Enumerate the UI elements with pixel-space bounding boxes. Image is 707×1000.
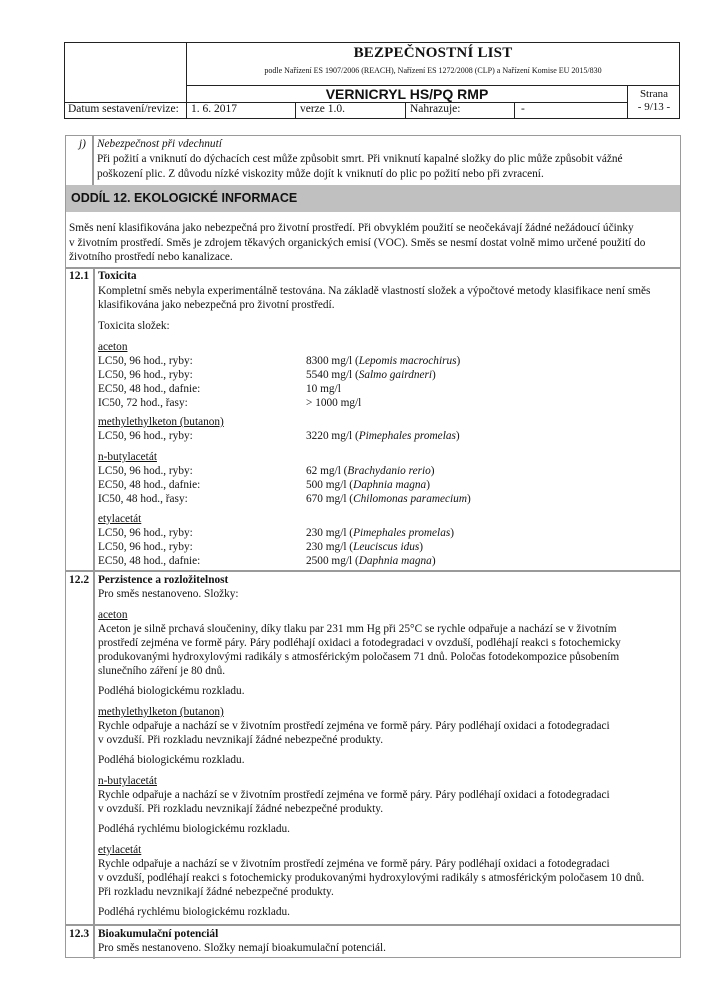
toxicity-text-line: klasifikována jako nebezpečná pro životní prostředí.	[98, 299, 335, 311]
regulation-subtitle: podle Nařízení ES 1907/2006 (REACH), Nařízení ES 1272/2008 (CLP) a Nařízení Komise EU 2015/830	[264, 66, 602, 75]
item-letter: j)	[79, 138, 86, 150]
tox-value: 62 mg/l (Brachydanio rerio)	[306, 465, 435, 477]
page-label: Strana	[639, 88, 669, 100]
tox-value: 10 mg/l	[306, 383, 341, 395]
component-name: etylacetát	[98, 844, 142, 856]
tox-value: 500 mg/l (Daphnia magna)	[306, 479, 430, 491]
hazard-text-line: poškození plic. Z důvodu nízké viskozity může dojít k vniknutí do plic po požití nebo při zvracení.	[97, 168, 544, 180]
persistence-text-line: v ovzduší, podléhají reakci s fotochemicky produkovanými hydroxylovými radikály s atmosférickým poločasem 10 dnů.	[98, 872, 645, 884]
component-name: aceton	[98, 341, 128, 353]
section-header: ODDÍL 12. EKOLOGICKÉ INFORMACE	[66, 185, 680, 212]
tox-value: 3220 mg/l (Pimephales promelas)	[306, 430, 460, 442]
hazard-title: Nebezpečnost při vdechnutí	[97, 138, 222, 150]
tox-label: EC50, 48 hod., dafnie:	[98, 479, 201, 491]
tox-value: > 1000 mg/l	[306, 397, 362, 409]
section-intro-line: v životním prostředí. Směs je zdrojem těkavých organických emisí (VOC). Směs se nesmí dostat volně mimo určené použití do	[69, 237, 646, 249]
toxicity-components-label: Toxicita složek:	[98, 320, 170, 332]
tox-value: 8300 mg/l (Lepomis macrochirus)	[306, 355, 461, 367]
tox-label: LC50, 96 hod., ryby:	[98, 541, 193, 553]
subsection-number: 12.2	[69, 574, 90, 586]
biodegradation-text: Podléhá rychlému biologickému rozkladu.	[98, 906, 290, 918]
tox-label: LC50, 96 hod., ryby:	[98, 369, 193, 381]
tox-label: LC50, 96 hod., ryby:	[98, 527, 193, 539]
tox-value: 230 mg/l (Pimephales promelas)	[306, 527, 455, 539]
subsection-number: 12.1	[69, 270, 90, 282]
replaces-value: -	[521, 103, 525, 115]
tox-label: EC50, 48 hod., dafnie:	[98, 383, 201, 395]
tox-value: 5540 mg/l (Salmo gairdneri)	[306, 369, 436, 381]
tox-value: 230 mg/l (Leuciscus idus)	[306, 541, 424, 553]
tox-value: 2500 mg/l (Daphnia magna)	[306, 555, 436, 567]
component-name: n-butylacetát	[98, 451, 157, 463]
persistence-text-line: produkovanými hydroxylovými radikály s atmosférickým poločasem 71 dnů. Poločas fotodekompozice působením	[98, 651, 620, 663]
tox-label: IC50, 48 hod., řasy:	[98, 493, 188, 505]
page-indicator	[628, 88, 680, 114]
component-name: methylethylketon (butanon)	[98, 416, 224, 428]
persistence-text-line: Rychle odpařuje a nachází se v životním prostředí zejména ve formě páry. Páry podléhají oxidaci a fotodegradaci	[98, 720, 610, 732]
document-title: BEZPEČNOSTNÍ LIST	[353, 45, 513, 61]
component-name: aceton	[98, 609, 128, 621]
component-name: methylethylketon (butanon)	[98, 706, 224, 718]
component-name: n-butylacetát	[98, 775, 157, 787]
replaces-label: Nahrazuje:	[410, 103, 461, 115]
date-label: Datum sestavení/revize:	[68, 103, 179, 115]
subsection-title: Toxicita	[98, 270, 137, 282]
persistence-text-line: Rychle odpařuje a nachází se v životním prostředí zejména ve formě páry. Páry podléhají oxidaci a fotodegradaci	[98, 789, 610, 801]
subsection-title: Bioakumulační potenciál	[98, 928, 219, 940]
bioaccumulation-text: Pro směs nestanoveno. Složky nemají bioakumulační potenciál.	[98, 942, 387, 954]
document-header	[64, 42, 680, 119]
document-body	[65, 135, 681, 958]
tox-label: EC50, 48 hod., dafnie:	[98, 555, 201, 567]
persistence-text-line: slunečního záření je 80 dnů.	[98, 665, 226, 677]
persistence-intro: Pro směs nestanoveno. Složky:	[98, 588, 239, 600]
biodegradation-text: Podléhá biologickému rozkladu.	[98, 754, 245, 766]
section-intro-line: Směs není klasifikována jako nebezpečná pro životní prostředí. Při obvyklém použití se neočekávají žádné nežádoucí účinky	[69, 222, 634, 234]
persistence-text-line: Rychle odpařuje a nachází se v životním prostředí zejména ve formě páry. Páry podléhají oxidaci a fotodegradaci	[98, 858, 610, 870]
biodegradation-text: Podléhá rychlému biologickému rozkladu.	[98, 823, 290, 835]
section-intro-line: životního prostředí nebo kanalizace.	[69, 251, 233, 263]
tox-value: 670 mg/l (Chilomonas paramecium)	[306, 493, 471, 505]
product-name: VERNICRYL HS/PQ RMP	[325, 86, 489, 102]
persistence-text-line: Při rozkladu nevznikají žádné nebezpečné produkty.	[98, 886, 334, 898]
component-name: etylacetát	[98, 513, 142, 525]
hazard-text-line: Při požití a vniknutí do dýchacích cest může způsobit smrt. Při vniknutí kapalné složky do plic může způsobit vážné	[97, 153, 623, 165]
tox-label: LC50, 96 hod., ryby:	[98, 355, 193, 367]
date-value: 1. 6. 2017	[191, 103, 237, 115]
subsection-title: Perzistence a rozložitelnost	[98, 574, 229, 586]
persistence-text-line: v ovzduší. Při rozkladu nevznikají žádné nebezpečné produkty.	[98, 734, 384, 746]
persistence-text-line: Aceton je silně prchavá sloučeniny, díky tlaku par 231 mm Hg při 25°C se rychle odpařuje a nachází se v životním	[98, 623, 617, 635]
persistence-text-line: v ovzduší. Při rozkladu nevznikají žádné nebezpečné produkty.	[98, 803, 384, 815]
version-value: verze 1.0.	[300, 103, 346, 115]
toxicity-text-line: Kompletní směs nebyla experimentálně testována. Na základě vlastností složek a výpočtové metody klasifikace není směs	[98, 285, 651, 297]
page-value: - 9/13 -	[637, 101, 671, 113]
tox-label: LC50, 96 hod., ryby:	[98, 430, 193, 442]
biodegradation-text: Podléhá biologickému rozkladu.	[98, 685, 245, 697]
persistence-text-line: prostředí zejména ve formě páry. Páry podléhají oxidaci a fotodegradaci v ovzduší, podléhají reakci s fotochemicky	[98, 637, 621, 649]
subsection-number: 12.3	[69, 928, 90, 940]
tox-label: LC50, 96 hod., ryby:	[98, 465, 193, 477]
tox-label: IC50, 72 hod., řasy:	[98, 397, 188, 409]
